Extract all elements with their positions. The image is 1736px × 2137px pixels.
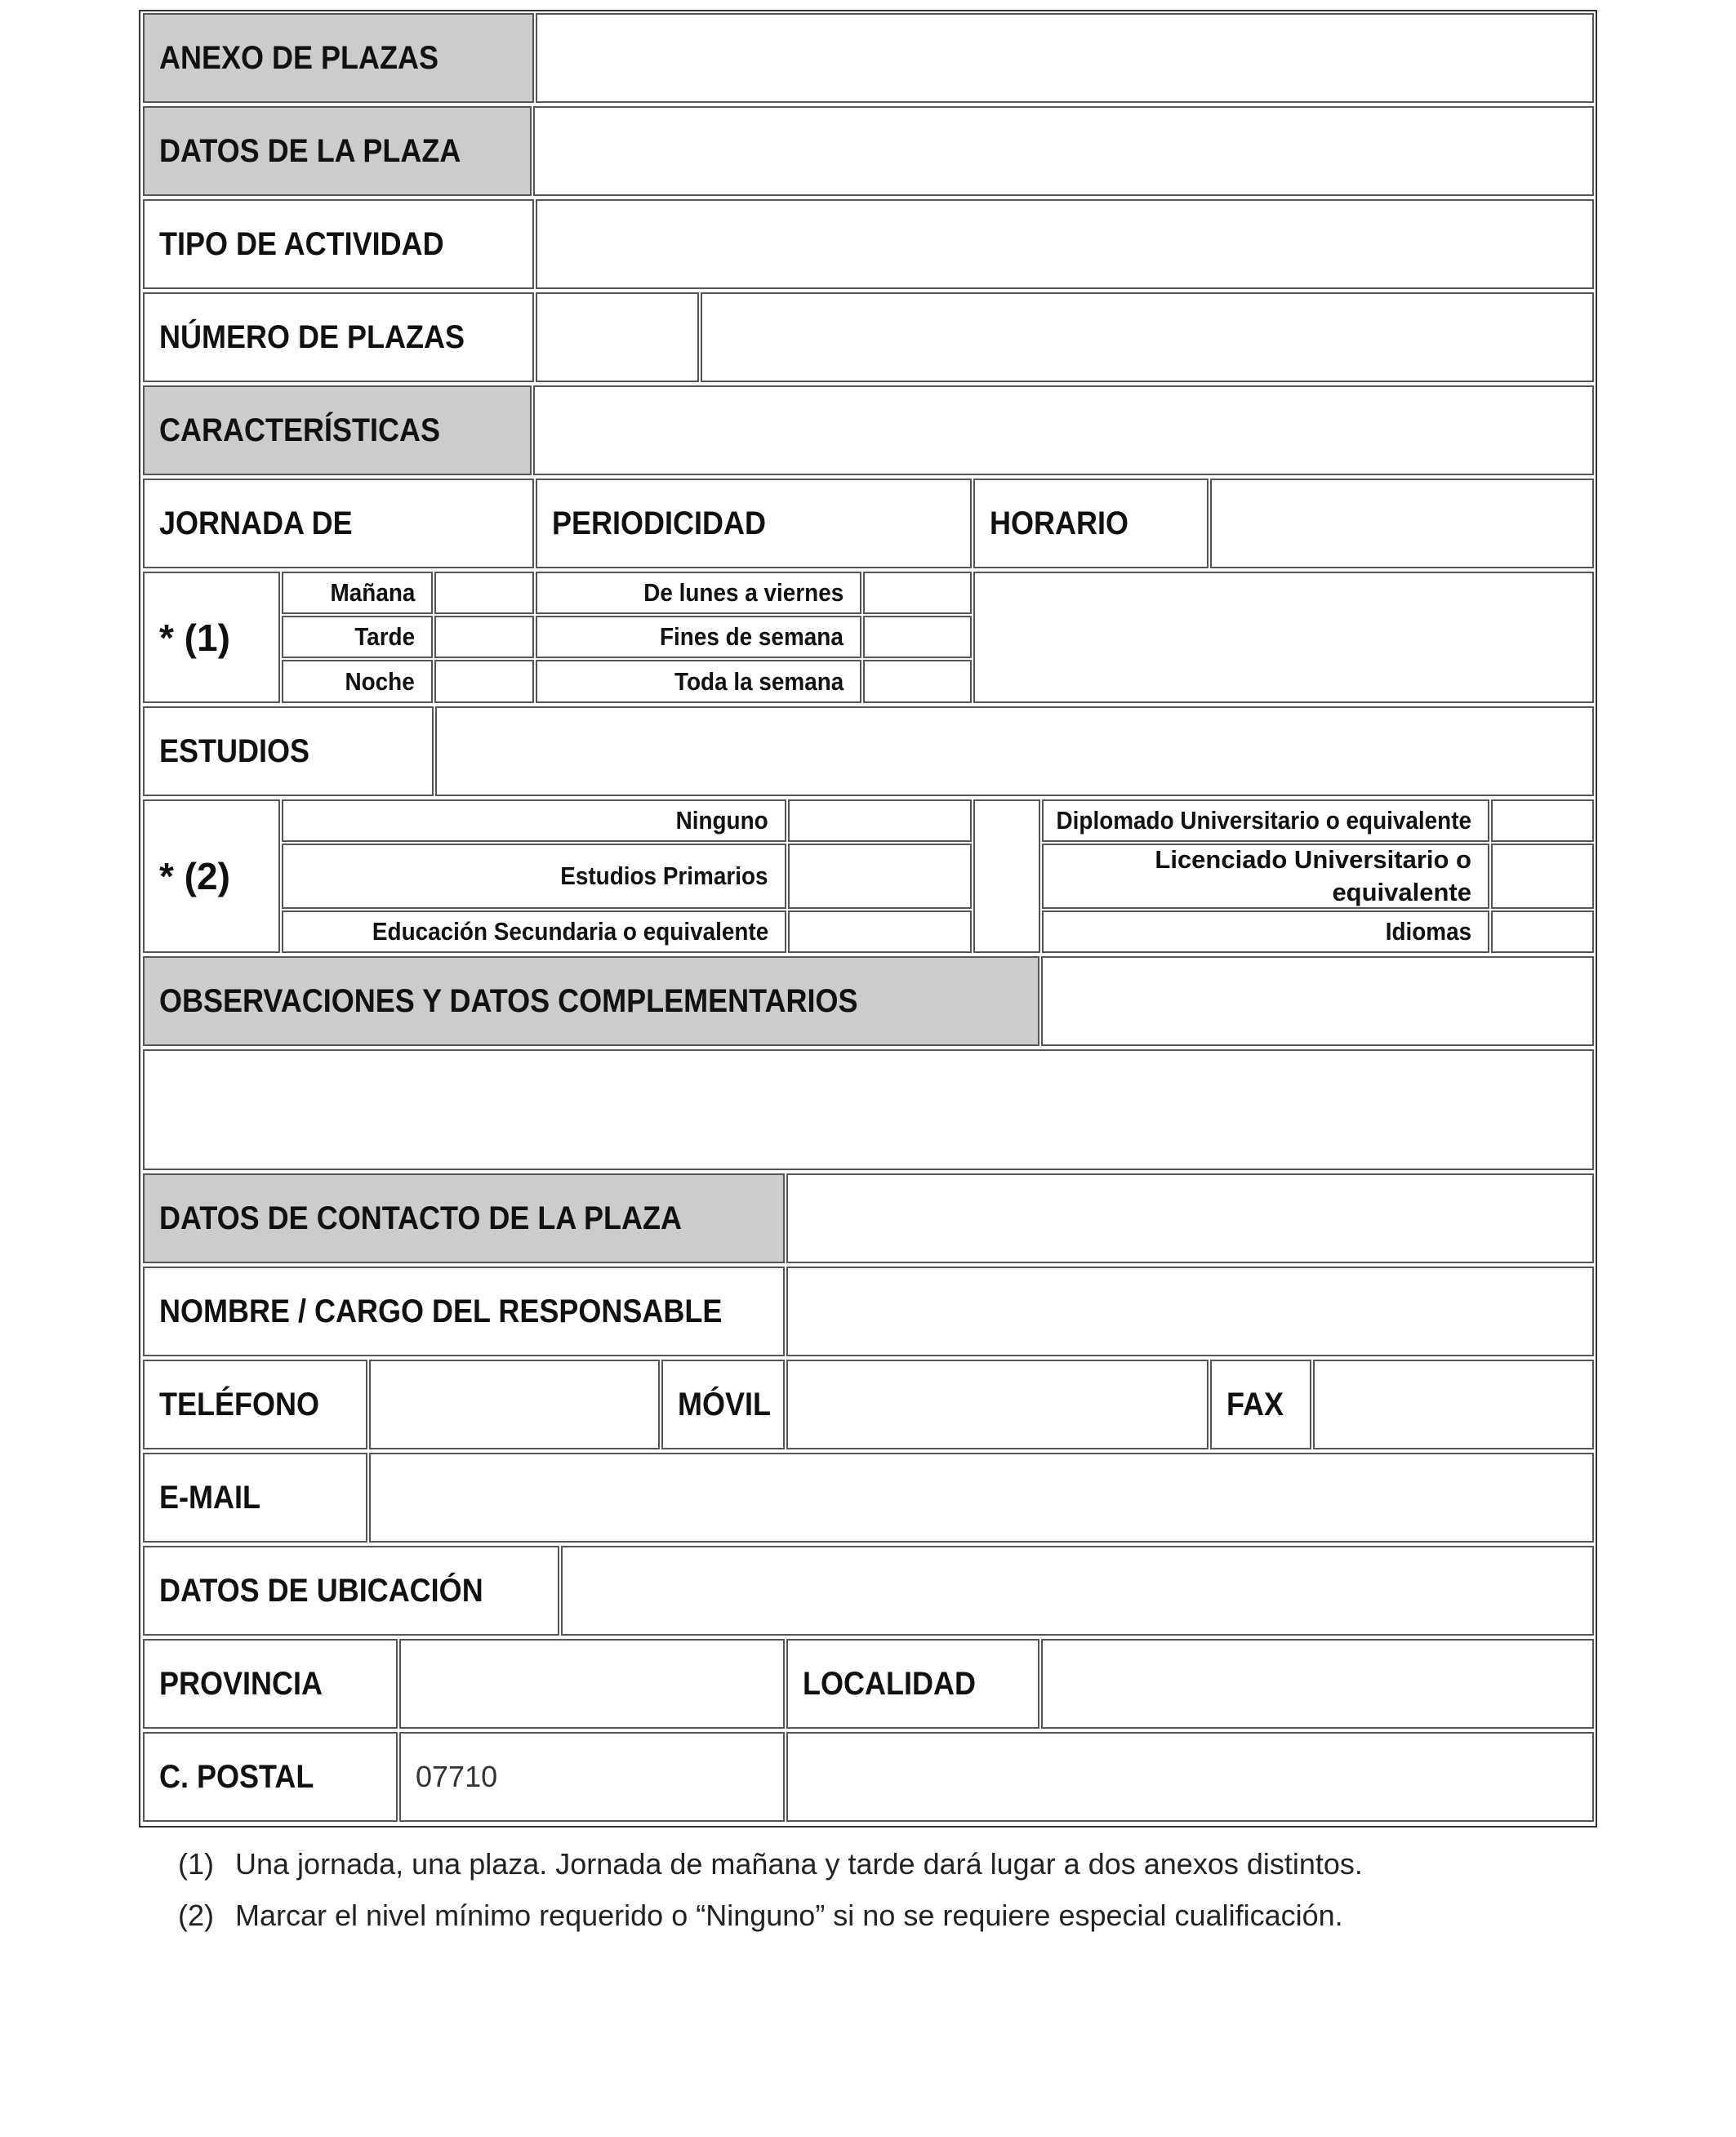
ubicacion-label: DATOS DE UBICACIÓN	[143, 1546, 559, 1636]
licenciado-checkbox[interactable]	[1491, 844, 1594, 909]
manana-checkbox[interactable]	[434, 572, 534, 614]
estudios-option-primarios: Estudios Primarios	[282, 844, 786, 909]
marker-1: * (1)	[143, 572, 280, 703]
ubicacion-field[interactable]	[561, 1546, 1594, 1636]
anexo-field[interactable]	[536, 13, 1594, 103]
movil-label: MÓVIL	[661, 1360, 785, 1449]
contacto-extra-field[interactable]	[786, 1173, 1594, 1263]
toda-semana-checkbox[interactable]	[863, 660, 972, 703]
diplomado-checkbox[interactable]	[1491, 799, 1594, 842]
numero-plazas-label: NÚMERO DE PLAZAS	[143, 292, 534, 382]
tipo-actividad-label: TIPO DE ACTIVIDAD	[143, 199, 534, 289]
idiomas-checkbox[interactable]	[1491, 910, 1594, 953]
provincia-label: PROVINCIA	[143, 1639, 398, 1729]
cpostal-field[interactable]: 07710	[399, 1732, 785, 1822]
email-field[interactable]	[369, 1453, 1594, 1543]
estudios-field[interactable]	[435, 706, 1594, 796]
fax-field[interactable]	[1313, 1360, 1594, 1449]
footnote-2-text: Marcar el nivel mínimo requerido o “Ninguno” si no se requiere especial cualificación.	[235, 1899, 1343, 1932]
estudios-label: ESTUDIOS	[143, 706, 434, 796]
caracteristicas-header: CARACTERÍSTICAS	[143, 385, 532, 475]
footnote-2-number: (2)	[178, 1899, 214, 1932]
datos-plaza-field[interactable]	[533, 106, 1594, 196]
provincia-field[interactable]	[399, 1639, 785, 1729]
estudios-option-licenciado: Licenciado Universitario o equivalente	[1042, 844, 1489, 909]
estudios-option-idiomas: Idiomas	[1042, 910, 1489, 953]
footnote-1	[178, 1847, 1363, 1881]
email-label: E-MAIL	[143, 1453, 367, 1543]
anexo-header: ANEXO DE PLAZAS	[143, 13, 534, 103]
responsable-label: NOMBRE / CARGO DEL RESPONSABLE	[143, 1267, 785, 1356]
numero-plazas-extra-field[interactable]	[701, 292, 1594, 382]
tarde-checkbox[interactable]	[434, 616, 534, 658]
lunes-viernes-checkbox[interactable]	[863, 572, 972, 614]
secundaria-checkbox[interactable]	[788, 910, 972, 953]
observaciones-textarea[interactable]	[143, 1049, 1594, 1170]
telefono-field[interactable]	[369, 1360, 660, 1449]
telefono-label: TELÉFONO	[143, 1360, 367, 1449]
ninguno-checkbox[interactable]	[788, 799, 972, 842]
horario-field[interactable]	[1210, 479, 1594, 568]
responsable-field[interactable]	[786, 1267, 1594, 1356]
footnote-2	[178, 1899, 1343, 1933]
estudios-spacer-cell	[973, 799, 1040, 953]
jornada-option-manana: Mañana	[282, 572, 433, 614]
noche-checkbox[interactable]	[434, 660, 534, 703]
caracteristicas-field[interactable]	[533, 385, 1594, 475]
estudios-option-diplomado: Diplomado Universitario o equivalente	[1042, 799, 1489, 842]
datos-plaza-header: DATOS DE LA PLAZA	[143, 106, 532, 196]
primarios-checkbox[interactable]	[788, 844, 972, 909]
periodicidad-option-lunes-viernes: De lunes a viernes	[536, 572, 861, 614]
localidad-field[interactable]	[1041, 1639, 1594, 1729]
tipo-actividad-field[interactable]	[536, 199, 1594, 289]
periodicidad-option-toda-semana: Toda la semana	[536, 660, 861, 703]
fax-label: FAX	[1210, 1360, 1311, 1449]
marker-2: * (2)	[143, 799, 280, 953]
observaciones-header: OBSERVACIONES Y DATOS COMPLEMENTARIOS	[143, 956, 1039, 1046]
localidad-label: LOCALIDAD	[786, 1639, 1039, 1729]
footnote-1-number: (1)	[178, 1847, 214, 1881]
jornada-label: JORNADA DE	[143, 479, 534, 568]
periodicidad-option-fines-semana: Fines de semana	[536, 616, 861, 658]
cpostal-extra-field[interactable]	[786, 1732, 1594, 1822]
jornada-option-noche: Noche	[282, 660, 433, 703]
footnote-1-text: Una jornada, una plaza. Jornada de mañana y tarde dará lugar a dos anexos distintos.	[235, 1847, 1363, 1881]
movil-field[interactable]	[786, 1360, 1209, 1449]
estudios-option-ninguno: Ninguno	[282, 799, 786, 842]
periodicidad-label: PERIODICIDAD	[536, 479, 972, 568]
numero-plazas-field[interactable]	[536, 292, 699, 382]
observaciones-extra-field[interactable]	[1041, 956, 1594, 1046]
estudios-option-secundaria: Educación Secundaria o equivalente	[282, 910, 786, 953]
fines-semana-checkbox[interactable]	[863, 616, 972, 658]
horario-label: HORARIO	[973, 479, 1209, 568]
horario-detail-field[interactable]	[973, 572, 1594, 703]
jornada-option-tarde: Tarde	[282, 616, 433, 658]
cpostal-label: C. POSTAL	[143, 1732, 398, 1822]
contacto-header: DATOS DE CONTACTO DE LA PLAZA	[143, 1173, 785, 1263]
